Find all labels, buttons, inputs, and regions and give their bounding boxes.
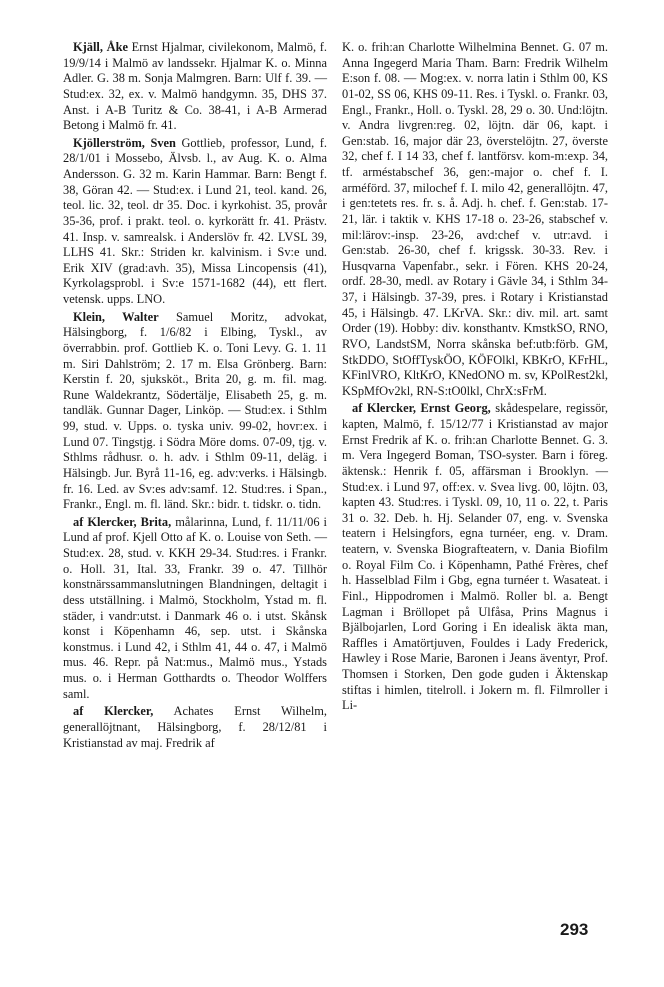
right-column (342, 40, 608, 716)
entry-body: Ernst Hjalmar, civilekonom, Malmö, f. 19/9/14 i Malmö av landssekr. Hjalmar K. o. Minna Adler. G. 38 m. Sonja Malmgren. Barn: Ulf f. 39. — Stud:ex. 32, ex. v. Malmö handgymn. 35, DHS 37. Anst. i A-B Turitz & Co. 38-41, i A-B Armerad Betong i Malmö fr. 41. (63, 40, 327, 133)
entry-name: af Klercker, Ernst Georg, (352, 401, 491, 416)
page-number: 293 (560, 920, 589, 939)
entry-name: af Klercker, Brita, (73, 514, 172, 529)
entry-body: målarinna, Lund, f. 11/11/06 i Lund af prof. Kjell Otto af K. o. Louise von Seth. — Stud:ex. 28, stud. v. KKH 29-34. Stud:res. i Frankr. o. Holl. 31, Ital. 33, Frankr. 39 o. 47. Tillhör konstnärssammanslutningen Blandningen, deltagit i dess utställning. i Malmö, Stockholm, Ystad m. fl. städer, i vandr:utst. i Danmark 46 o. i utst. Skånsk konst i Köpenhamn 46, sep. utst. i Skånska konstmus. i Lund 42, i Sthlm 41, 44 o. 47, i Malmö mus. 46. Repr. på Nat:mus., Malmö mus., Ystads mus. o. i Herman Gotthardts o. Theodor Wolffers saml. (63, 514, 327, 701)
entry-body: Gottlieb, professor, Lund, f. 28/1/01 i Mossebo, Älvsb. l., av Aug. K. o. Alma Andersson. G. 32 m. Karin Hammar. Barn: Bengt f. 38, Göran 42. — Stud:ex. i Lund 21, teol. kand. 26, teol. lic. 32, teol. dr 35. Doc. i kyrkohist. 35, provår 35-36, prof. i prakt. teol. o. kyrkorätt fr. 41. Prästv. 41. Insp. v. samrealsk. i Anderslöv fr. 42. LVSL 39, LLHS 41. Skr.: Striden kr. kalvinism. i Sv:e und. Erik XIV (grad:avh. 35), Missa Lincopensis (41), Kyrkolagsprobl. i Sv:e 1571-1682 (44), ett flert. vetensk. upps. LNO. (63, 135, 327, 306)
biography-entry (63, 136, 327, 308)
left-column (63, 40, 327, 753)
biography-entry (63, 704, 327, 751)
entry-body: K. o. frih:an Charlotte Wilhelmina Bennet. G. 07 m. Anna Ingegerd Maria Tham. Barn: Fredrik Wilhelm E:son f. 08. — Mog:ex. v. norra latin i Sthlm 00, KS 01-02, SS 06, KHS 09-11. Res. i Tyskl. o. Frankr. 03, Engl., Frankr., Holl. o. Tyskl. 28, 29 o. 30. Und:löjtn. v. Andra livgren:reg. 02, löjtn. där 06, kapt. i Gen:stab. 16, major där 23, överstelöjtn. 27, överste 32, chef f. I 14 33, chef f. lantförsv. kom-m:exp. 34, tf. arméstabschef 36, gen:-major o. chef f. I. arméförd. 37, milochef f. I. milo 42, generallöjtn. 47, i gen:tetets res. fr. s. å. Adj. h. chef. f. Gen:stab. 17-21, lär. i taktik v. KHS 17-18 o. 23-26, stabschef v. mil:lärov:-insp. 23-26, avd:chef v. utr:avd. i Gen:stab. 26-30, chef f. krigssk. 30-33. Rev. i Husqvarna Vapenfabr., sekr. i Fören. KHS 20-24, ordf. 28-30, medl. av Rotary i Gävle 34, i Sthlm 34-37, i Hälsingb. 37-39, pres. i Rotary i Kristianstad 45, i Hälsingb. 47. LKrVA. Skr.: div. mil. art. samt Order (19). Hobby: div. konsthantv. KmstkSO, RNO, RVO, LandstSM, Norra skånska bef:utb:förb. GM, StkDDO, StOffTyskÖO, KÖFOlkl, KBKrO, KFrHL, KFinlVRO, KltKrO, KNedONO m. sv, KPolRest2kl, KSpMfOv2kl, RN-S:tO0lkl, ChrX:sFrM. (342, 40, 608, 398)
biography-entry (63, 310, 327, 513)
entry-name: Klein, Walter (73, 309, 159, 324)
entry-name: Kjöllerström, Sven (73, 135, 176, 150)
biography-entry (342, 401, 608, 714)
entry-body: skådespelare, regissör, kapten, Malmö, f. 15/12/77 i Kristianstad av major Ernst Fredrik af K. o. frih:an Charlotte Bennet. G. 3. m. Vera Ingegerd Boman, TSO-syster. Barn i föreg. äktensk.: Henrik f. 05, affärsman i Brooklyn. — Stud:ex. i Lund 97, off:ex. v. Svea livg. 00, löjtn. 03, kapten 43. Stud:res. i Tyskl. 09, 10, 11 o. 22, t. Paris 31 o. 32. Deb. h. Hj. Selander 07, eng. v. Svenska teatern i Helsingfors, egna turnéer, eng. v. Dram. teatern, v. Svenska Biografteatern, v. Dania Biofilm o. Royal Film Co. i Köpenhamn, Pathé Frères, chef h. Hasselblad Film i Gbg, egna turnéer t. Wasateat. i Finl., Hippodromen i Malmö. Roller bl. a. Bengt Lagman i Bröllopet på Ulfåsa, Prins Magnus i Bjälbojarlen, Lord Goring i En idealisk äkta man, Raffles i Amatörtjuven, Fouldes i Lady Frederick, Hawley i Rose Marie, Baronen i Jeans äventyr, Prof. Thomsen i Storken, Den gode guden i Äktenskap stiftas i himlen, titelroll. i Jokern m. fl. Filmroller i Li- (342, 401, 608, 713)
biography-entry (63, 515, 327, 703)
biography-entry (342, 40, 608, 399)
entry-body: Samuel Moritz, advokat, Hälsingborg, f. 1/6/82 i Elbing, Tyskl., av överrabbin. prof. Gottlieb K. o. Toni Levy. G. 1. 11 m. Siri Dahlström; 2. 17 m. Elsa Grönberg. Barn: Kerstin f. 20, sjuksköt., Brita 20, g. m. fil. mag. Rune Waldekrantz, Södertälje, Elisabeth 25, g. m. tandläk. Gunnar Dager, Linköp. — Stud:ex. i Sthlm 99, stud. v. Upps. o. tyska univ. 99-02, hovr:ex. i Lund 07. Tingstjg. i Södra Möre doms. 07-09, tjg. v. Sthlms rådhusr. o. h. adv. i Sthlm 09-11, deläg. i Hälsingb. Jur. Byrå 11-16, eg. adv:verks. i Hälsingb. fr. 16. Led. av Sv:es adv:samf. 12. Stud:res. i Span., Frankr., Engl. m. fl. länd. Skr.: bidr. t. tidskr. o. tidn. (63, 309, 327, 512)
entry-name: Kjäll, Åke (73, 40, 128, 54)
entry-name: af Klercker, (73, 704, 154, 719)
biography-entry (63, 40, 327, 134)
entry-body: Achates Ernst Wilhelm, generallöjtnant, Hälsingborg, f. 28/12/81 i Kristianstad av maj. Fredrik af (63, 704, 328, 750)
